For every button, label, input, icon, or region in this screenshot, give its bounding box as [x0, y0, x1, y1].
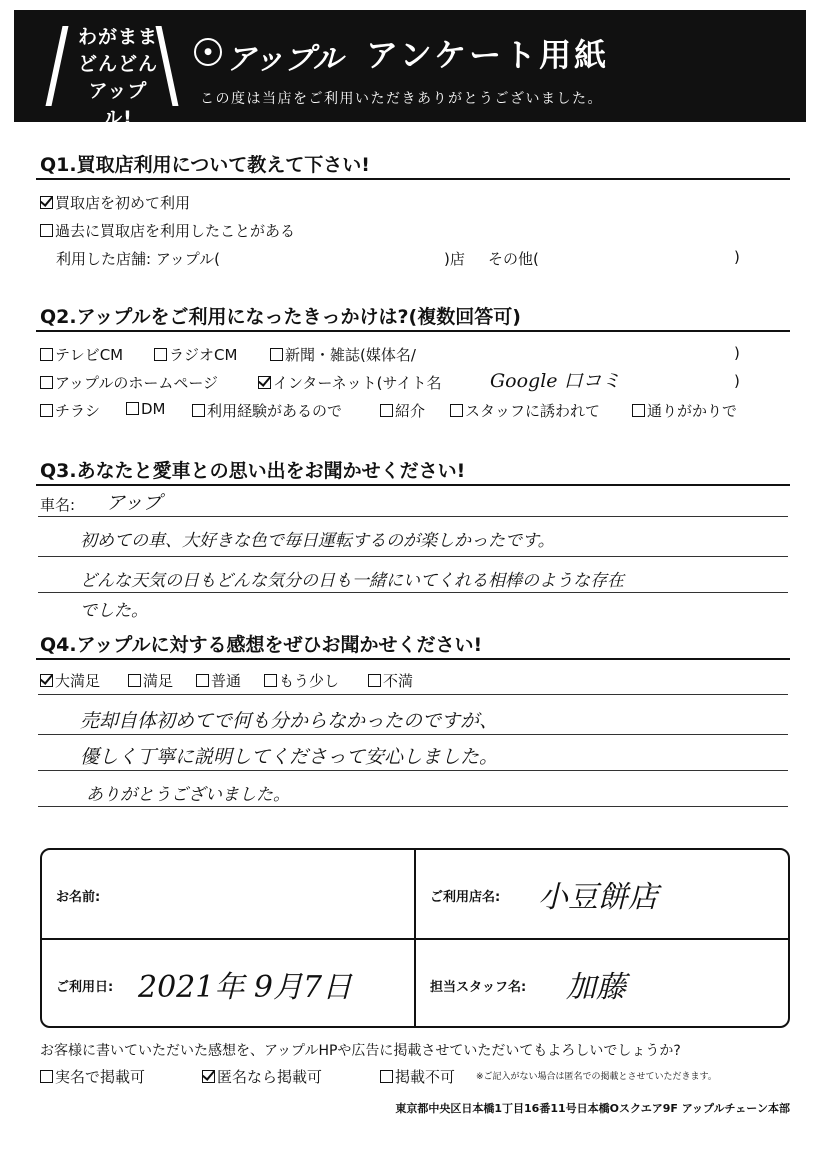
option-label: ラジオCM [169, 346, 238, 364]
publish-option-decline[interactable] [380, 1066, 455, 1087]
q1-other-label: その他( [488, 250, 539, 268]
checkbox[interactable] [196, 674, 209, 687]
q4-rating-neutral[interactable] [196, 670, 241, 691]
header-banner [14, 10, 806, 129]
date-field[interactable]: 2021年 9月7日 [138, 970, 353, 1005]
option-label: もう少し [279, 672, 340, 690]
option-label: テレビCM [55, 346, 124, 364]
q2-divider [36, 330, 790, 332]
name-label: お名前: [56, 890, 101, 905]
q4-comment-line: ありがとうございました。 [86, 785, 290, 805]
q2-option-internet[interactable] [258, 372, 441, 393]
q4-rating-dissatisfied[interactable] [368, 670, 413, 691]
checkbox[interactable] [264, 674, 277, 687]
q3-comment-line: でした。 [80, 601, 148, 621]
q2-row1-close: ) [734, 344, 740, 362]
checkbox[interactable] [380, 404, 393, 417]
company-address: 東京都中央区日本橋1丁目16番11号日本橋Oスクエア9F アップルチェーン本部 [395, 1102, 790, 1115]
option-label: スタッフに誘われて [465, 402, 601, 420]
checkbox[interactable] [40, 404, 53, 417]
q4-rating-not-quite[interactable] [264, 670, 339, 691]
option-label: アップルのホームページ [55, 374, 219, 392]
staff-field[interactable]: 加藤 [566, 970, 626, 1005]
q2-option-newspaper[interactable] [270, 344, 416, 365]
publish-option-anonymous[interactable] [202, 1066, 322, 1087]
q2-option-staff[interactable] [450, 400, 600, 421]
checkbox[interactable] [128, 674, 141, 687]
q2-row2-close: ) [734, 372, 740, 390]
checkbox[interactable] [368, 674, 381, 687]
q4-rule [38, 806, 788, 807]
checkbox[interactable] [192, 404, 205, 417]
publish-permission-question: お客様に書いていただいた感想を、アップルHPや広告に掲載させていただいてもよろしいでしょうか? [40, 1043, 681, 1059]
q2-site-name: Google 口コミ [490, 370, 621, 392]
q2-option-dm[interactable] [126, 400, 166, 418]
option-label: 不満 [383, 672, 414, 690]
checkbox[interactable] [126, 402, 139, 415]
q1-option-used-before[interactable] [40, 220, 295, 241]
q2-option-passing[interactable] [632, 400, 737, 421]
q3-comment-line: 初めての車、大好きな色で毎日運転するのが楽しかったです。 [80, 531, 555, 551]
option-label: 通りがかりで [647, 402, 738, 420]
option-label: 満足 [143, 672, 174, 690]
q2-option-homepage[interactable] [40, 372, 218, 393]
checkbox[interactable] [40, 1070, 53, 1083]
checkbox[interactable] [380, 1070, 393, 1083]
option-label: 普通 [211, 672, 242, 690]
checkbox[interactable] [450, 404, 463, 417]
q1-other-close: ) [734, 248, 740, 266]
q2-option-referral[interactable] [380, 400, 425, 421]
store-field[interactable]: 小豆餅店 [538, 880, 658, 915]
q4-rating-satisfied[interactable] [128, 670, 173, 691]
q1-store-prefix: 利用した店舗: アップル( [56, 250, 221, 268]
q3-car-name: アップ [106, 492, 162, 514]
checkbox[interactable] [270, 348, 283, 361]
tagline-slash-left [45, 26, 68, 106]
checkbox[interactable] [632, 404, 645, 417]
checkbox[interactable] [40, 376, 53, 389]
staff-label: 担当スタッフ名: [430, 980, 527, 995]
option-label: 過去に買取店を利用したことがある [55, 222, 296, 240]
store-label: ご利用店名: [430, 890, 501, 905]
q4-comment-line: 優しく丁寧に説明してくださって安心しました。 [80, 746, 499, 768]
q4-comment-line: 売却自体初めてで何も分からなかったのですが、 [80, 710, 499, 732]
option-label: 紹介 [395, 402, 426, 420]
checkbox-checked[interactable] [202, 1070, 215, 1083]
option-label: インターネット(サイト名 [273, 374, 442, 392]
q3-rule [38, 556, 788, 557]
brand-logo-text: アップル [226, 42, 343, 77]
q3-comment-line: どんな天気の日もどんな気分の日も一緒にいてくれる相棒のような存在 [80, 571, 624, 591]
option-label: 買取店を初めて利用 [55, 194, 191, 212]
option-label: 新聞・雑誌(媒体名/ [285, 346, 416, 364]
q4-title: Q4.アップルに対する感想をぜひお聞かせください! [40, 634, 483, 656]
q1-store-suffix: )店 [444, 250, 465, 268]
customer-info-box [40, 848, 790, 1028]
publish-note: ※ご記入がない場合は匿名での掲載とさせていただきます。 [476, 1072, 717, 1082]
q2-option-flyer[interactable] [40, 400, 100, 421]
q4-divider [36, 658, 790, 660]
option-label: 匿名なら掲載可 [217, 1068, 323, 1086]
page-title: アンケート用紙 [366, 36, 610, 74]
option-label: 大満足 [55, 672, 101, 690]
q2-option-experience[interactable] [192, 400, 342, 421]
q3-divider [36, 484, 790, 486]
q4-rule [38, 770, 788, 771]
q4-rule [38, 694, 788, 695]
checkbox[interactable] [40, 348, 53, 361]
apple-logo-icon: ● [194, 38, 222, 66]
checkbox-checked[interactable] [40, 196, 53, 209]
q1-divider [36, 178, 790, 180]
thanks-message: この度は当店をご利用いただきありがとうございました。 [200, 91, 603, 107]
q1-option-first-time[interactable] [40, 192, 190, 213]
option-label: 実名で掲載可 [55, 1068, 146, 1086]
option-label: 掲載不可 [395, 1068, 456, 1086]
checkbox[interactable] [40, 224, 53, 237]
q4-rating-very-satisfied[interactable] [40, 670, 100, 691]
checkbox-checked[interactable] [258, 376, 271, 389]
q2-title: Q2.アップルをご利用になったきっかけは?(複数回答可) [40, 306, 521, 328]
checkbox-checked[interactable] [40, 674, 53, 687]
q4-rule [38, 734, 788, 735]
q3-rule [38, 516, 788, 517]
option-label: 利用経験があるので [207, 402, 343, 420]
q3-rule [38, 592, 788, 593]
publish-option-real-name[interactable] [40, 1066, 145, 1087]
q3-car-label: 車名: [40, 496, 76, 514]
info-divider-horizontal [42, 938, 788, 940]
option-label: チラシ [55, 402, 101, 420]
option-label: DM [141, 400, 166, 418]
q1-title: Q1.買取店利用について教えて下さい! [40, 154, 370, 176]
q3-title: Q3.あなたと愛車との思い出をお聞かせください! [40, 460, 466, 482]
tagline: わがまま どんどん アップル! [77, 26, 158, 129]
q2-option-radio[interactable] [154, 344, 237, 365]
checkbox[interactable] [154, 348, 167, 361]
date-label: ご利用日: [56, 980, 114, 995]
q2-option-tv[interactable] [40, 344, 123, 365]
